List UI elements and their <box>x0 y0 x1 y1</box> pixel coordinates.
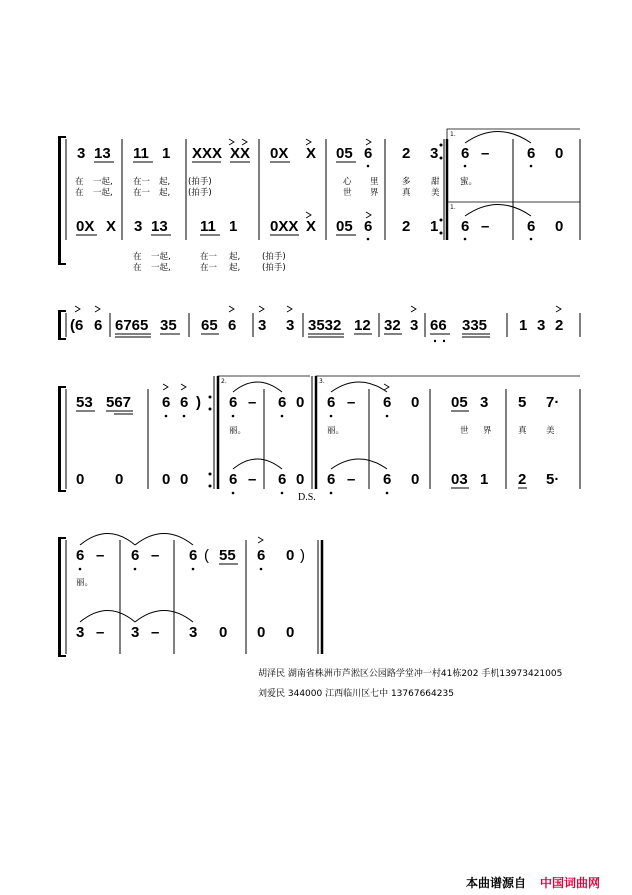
note: 1 <box>229 218 238 235</box>
svg-text:起,: 起, <box>229 252 241 262</box>
note: 35 <box>160 317 177 334</box>
note: 6 <box>229 471 238 488</box>
note: 5· <box>546 471 560 488</box>
svg-text:(拍手): (拍手) <box>262 263 286 273</box>
note: X <box>306 145 317 162</box>
note: 0 <box>162 471 171 488</box>
note: 3532 <box>308 317 342 334</box>
note: 6 <box>327 471 336 488</box>
svg-text:(拍手): (拍手) <box>188 188 212 198</box>
note: 3 <box>258 317 267 334</box>
note: 0 <box>286 624 295 641</box>
note: ( <box>204 547 209 564</box>
note: 3 <box>537 317 546 334</box>
note: 0 <box>296 471 305 488</box>
staff-1 <box>77 132 563 168</box>
note: 6 <box>527 145 536 162</box>
note: 1 <box>162 145 171 162</box>
note: 6 <box>383 471 392 488</box>
ending-number: 1. <box>450 204 456 211</box>
note: 0 <box>411 471 420 488</box>
tie <box>465 132 531 144</box>
svg-text:一起,: 一起, <box>93 177 113 187</box>
svg-text:一起,: 一起, <box>151 263 171 273</box>
ending-number: 1. <box>450 131 456 138</box>
svg-text:在一: 在一 <box>200 252 218 262</box>
note: 6 <box>257 547 266 564</box>
note: 0 <box>555 145 564 162</box>
footer-line-1: 胡泽民 湖南省株洲市芦淞区公园路学堂冲一村41栋202 手机13973421005 <box>258 669 563 679</box>
note: 05 <box>451 394 468 411</box>
ending-number: 3. <box>319 378 325 385</box>
source-label: 本曲谱源自 <box>466 876 527 890</box>
note: 0X <box>270 145 289 162</box>
note: – <box>481 145 490 162</box>
svg-text:(拍手): (拍手) <box>262 252 286 262</box>
note: 6 <box>229 394 238 411</box>
svg-text:起,: 起, <box>159 188 171 198</box>
note: 5 <box>518 394 527 411</box>
note: 1 <box>480 471 489 488</box>
note: 0 <box>296 394 305 411</box>
note: 0 <box>115 471 124 488</box>
note: 66 <box>430 317 447 334</box>
note: 6 <box>461 218 470 235</box>
note: 6765 <box>115 317 149 334</box>
note: 6 <box>461 145 470 162</box>
note: 567 <box>106 394 132 411</box>
svg-text:心: 心 <box>343 177 352 187</box>
note: 65 <box>201 317 218 334</box>
note: 0 <box>257 624 266 641</box>
note: 6 <box>76 547 85 564</box>
svg-text:真: 真 <box>402 188 411 198</box>
note: – <box>248 394 257 411</box>
note: 6 <box>278 394 287 411</box>
note: 13 <box>94 145 111 162</box>
svg-text:在: 在 <box>133 252 142 262</box>
note: 6 <box>180 394 189 411</box>
ending-number: 2. <box>221 378 227 385</box>
note: 0 <box>555 218 564 235</box>
note: 6 <box>228 317 237 334</box>
system-3 <box>58 376 580 503</box>
note: – <box>96 547 105 564</box>
note: 335 <box>462 317 488 334</box>
note: : <box>207 484 208 485</box>
note: 6 <box>278 471 287 488</box>
note: 0 <box>411 394 420 411</box>
note: 03 <box>451 471 468 488</box>
note: 6 <box>131 547 140 564</box>
note: 7· <box>546 394 560 411</box>
note: X <box>306 218 317 235</box>
note: 13 <box>151 218 168 235</box>
svg-text:界: 界 <box>483 426 492 436</box>
svg-text:起,: 起, <box>229 263 241 273</box>
note: 2 <box>402 218 411 235</box>
svg-text:一起,: 一起, <box>93 188 113 198</box>
note: – <box>248 471 257 488</box>
note: XX <box>230 145 251 162</box>
note: 6 <box>364 218 373 235</box>
note: – <box>151 624 160 641</box>
svg-text:蜜。: 蜜。 <box>460 177 478 187</box>
note: 3 <box>430 145 439 162</box>
note: 3 <box>189 624 198 641</box>
tie <box>465 205 531 217</box>
svg-text:真: 真 <box>518 426 527 436</box>
note: 05 <box>336 145 353 162</box>
note: 32 <box>384 317 401 334</box>
svg-text:美: 美 <box>546 426 555 436</box>
system-4 <box>58 534 322 657</box>
note: X <box>106 218 117 235</box>
source-site-link[interactable]: 中国词曲网 <box>540 876 601 890</box>
note: 3 <box>134 218 143 235</box>
note: 6 <box>383 394 392 411</box>
note: 6 <box>94 317 103 334</box>
svg-text:起,: 起, <box>159 177 171 187</box>
note: 11 <box>133 145 149 162</box>
note: 6 <box>364 145 373 162</box>
note: XXX <box>192 145 223 162</box>
svg-text:多: 多 <box>402 177 411 187</box>
footer-line-2: 刘爱民 344000 江西临川区七中 13767664235 <box>258 689 454 699</box>
svg-text:在一: 在一 <box>133 177 151 187</box>
note: 3 <box>286 317 295 334</box>
ds-marking: D.S. <box>298 492 316 503</box>
note: 12 <box>354 317 371 334</box>
note: ) <box>300 547 305 564</box>
note: – <box>151 547 160 564</box>
svg-text:(拍手): (拍手) <box>188 177 212 187</box>
note: ) <box>196 394 201 411</box>
note: (6 <box>70 317 84 334</box>
svg-text:甜: 甜 <box>431 177 440 187</box>
svg-text:世: 世 <box>343 188 352 198</box>
note: – <box>347 394 356 411</box>
note: 0 <box>76 471 85 488</box>
svg-text:在一: 在一 <box>133 188 151 198</box>
note: – <box>347 471 356 488</box>
note: 6 <box>162 394 171 411</box>
note: 0 <box>219 624 228 641</box>
note: 3 <box>77 145 86 162</box>
note: 6 <box>527 218 536 235</box>
note: – <box>481 218 490 235</box>
note: 6 <box>327 394 336 411</box>
note: 3 <box>410 317 419 334</box>
note: 6 <box>189 547 198 564</box>
note: 0 <box>180 471 189 488</box>
note: 0XX <box>270 218 299 235</box>
note: 2 <box>402 145 411 162</box>
svg-text:美: 美 <box>431 188 440 198</box>
note: 2 <box>518 471 527 488</box>
source-credit <box>466 874 600 891</box>
note: 0X <box>76 218 95 235</box>
system-2 <box>58 306 580 342</box>
svg-text:在: 在 <box>133 263 142 273</box>
note: 2 <box>555 317 564 334</box>
note: : <box>207 407 208 408</box>
note: 3 <box>76 624 85 641</box>
svg-text:里: 里 <box>370 177 379 187</box>
svg-text:丽。: 丽。 <box>76 578 94 588</box>
svg-text:世: 世 <box>460 426 469 436</box>
staff-2 <box>76 205 563 241</box>
note: 1 <box>430 218 439 235</box>
svg-text:界: 界 <box>370 188 379 198</box>
svg-text:丽。: 丽。 <box>327 426 345 436</box>
note: 0 <box>286 547 295 564</box>
svg-text:丽。: 丽。 <box>229 426 247 436</box>
svg-text:在: 在 <box>75 188 84 198</box>
svg-text:在: 在 <box>75 177 84 187</box>
lyrics-1 <box>75 176 477 198</box>
system-1 <box>58 129 580 273</box>
note: 53 <box>76 394 93 411</box>
svg-text:一起,: 一起, <box>151 252 171 262</box>
note: 1 <box>519 317 528 334</box>
note: 3 <box>480 394 489 411</box>
note: 11 <box>200 218 216 235</box>
note: 05 <box>336 218 353 235</box>
svg-text:在一: 在一 <box>200 263 218 273</box>
note: 3 <box>131 624 140 641</box>
note: – <box>96 624 105 641</box>
system-bracket <box>58 137 61 264</box>
lyrics-2 <box>133 251 286 273</box>
note: 55 <box>219 547 236 564</box>
